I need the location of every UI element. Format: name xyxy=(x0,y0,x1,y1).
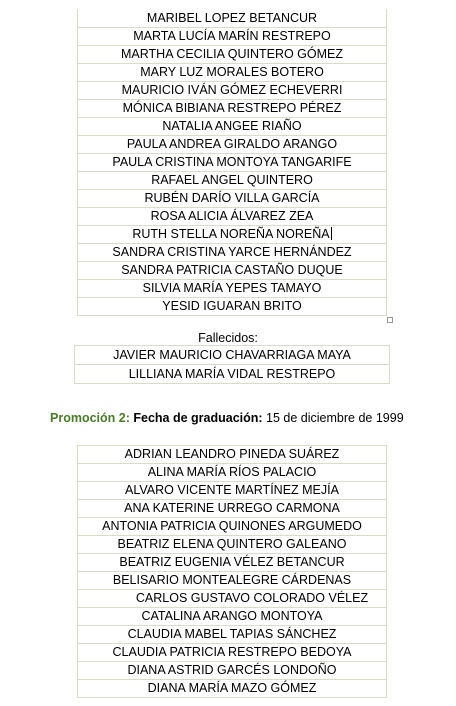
graduate-name[interactable]: MAURICIO IVÁN GÓMEZ ECHEVERRI xyxy=(78,82,387,100)
graduate-name[interactable]: BEATRIZ EUGENIA VÉLEZ BETANCUR xyxy=(78,554,387,572)
table-row xyxy=(75,365,390,384)
table-row xyxy=(78,464,387,482)
graduate-name[interactable]: CLAUDIA PATRICIA RESTREPO BEDOYA xyxy=(78,644,387,662)
table-row xyxy=(78,536,387,554)
table-row xyxy=(78,680,387,698)
deceased-name[interactable]: JAVIER MAURICIO CHAVARRIAGA MAYA xyxy=(75,346,390,365)
promo2-heading xyxy=(50,410,404,426)
table-row xyxy=(78,662,387,680)
graduation-date-value: 15 de diciembre de 1999 xyxy=(266,411,404,425)
table-row xyxy=(78,626,387,644)
table-row xyxy=(78,554,387,572)
graduate-name[interactable]: YESID IGUARAN BRITO xyxy=(78,298,387,316)
table-row xyxy=(78,28,387,46)
promo2-graduates-table xyxy=(77,445,387,698)
graduate-name[interactable]: MÓNICA BIBIANA RESTREPO PÉREZ xyxy=(78,100,387,118)
graduation-date-label: Fecha de graduación: xyxy=(133,411,263,425)
table-row xyxy=(78,518,387,536)
graduate-name[interactable]: MARIBEL LOPEZ BETANCUR xyxy=(78,9,387,28)
graduate-name[interactable]: ADRIAN LEANDRO PINEDA SUÁREZ xyxy=(78,446,387,464)
table-row xyxy=(78,590,387,608)
table-row xyxy=(78,9,387,28)
table-resize-handle[interactable] xyxy=(387,317,393,323)
graduate-name[interactable]: MARTHA CECILIA QUINTERO GÓMEZ xyxy=(78,46,387,64)
deceased-name[interactable]: LILLIANA MARÍA VIDAL RESTREPO xyxy=(75,365,390,384)
graduate-name-with-cursor[interactable] xyxy=(78,226,387,244)
graduate-name[interactable]: RUBÉN DARÍO VILLA GARCÍA xyxy=(78,190,387,208)
graduate-name[interactable]: NATALIA ANGEE RIAÑO xyxy=(78,118,387,136)
graduate-name: RUTH STELLA NOREÑA NOREÑA xyxy=(132,227,330,241)
table-row xyxy=(78,64,387,82)
graduate-name[interactable]: ROSA ALICIA ÁLVAREZ ZEA xyxy=(78,208,387,226)
graduate-name[interactable]: SANDRA PATRICIA CASTAÑO DUQUE xyxy=(78,262,387,280)
table-row xyxy=(78,82,387,100)
table-row xyxy=(78,118,387,136)
table-row xyxy=(78,500,387,518)
table-row xyxy=(78,190,387,208)
table-row xyxy=(78,280,387,298)
promo1-graduates-table xyxy=(77,9,387,316)
graduate-name[interactable]: MARTA LUCÍA MARÍN RESTREPO xyxy=(78,28,387,46)
graduate-name[interactable]: BEATRIZ ELENA QUINTERO GALEANO xyxy=(78,536,387,554)
table-row xyxy=(78,136,387,154)
table-row xyxy=(78,46,387,64)
table-row xyxy=(78,208,387,226)
graduate-name[interactable]: DIANA ASTRID GARCÉS LONDOÑO xyxy=(78,662,387,680)
table-row xyxy=(78,154,387,172)
table-row xyxy=(78,572,387,590)
graduate-name[interactable]: PAULA ANDREA GIRALDO ARANGO xyxy=(78,136,387,154)
graduate-name[interactable]: BELISARIO MONTEALEGRE CÁRDENAS xyxy=(78,572,387,590)
graduate-name[interactable]: MARY LUZ MORALES BOTERO xyxy=(78,64,387,82)
graduate-name[interactable]: ANA KATERINE URREGO CARMONA xyxy=(78,500,387,518)
table-row xyxy=(78,446,387,464)
fallecidos-table xyxy=(74,345,390,384)
table-row xyxy=(78,608,387,626)
graduate-name[interactable]: ANTONIA PATRICIA QUINONES ARGUMEDO xyxy=(78,518,387,536)
graduate-name[interactable]: ALINA MARÍA RÍOS PALACIO xyxy=(78,464,387,482)
graduate-name[interactable]: SILVIA MARÍA YEPES TAMAYO xyxy=(78,280,387,298)
table-row xyxy=(75,346,390,365)
graduate-name[interactable]: SANDRA CRISTINA YARCE HERNÁNDEZ xyxy=(78,244,387,262)
graduate-name[interactable]: DIANA MARÍA MAZO GÓMEZ xyxy=(78,680,387,698)
graduate-name[interactable]: CLAUDIA MABEL TAPIAS SÁNCHEZ xyxy=(78,626,387,644)
table-row xyxy=(78,226,387,244)
graduate-name[interactable]: ALVARO VICENTE MARTÍNEZ MEJÍA xyxy=(78,482,387,500)
table-row xyxy=(78,100,387,118)
graduate-name[interactable]: RAFAEL ANGEL QUINTERO xyxy=(78,172,387,190)
table-row xyxy=(78,482,387,500)
graduate-name[interactable]: CARLOS GUSTAVO COLORADO VÉLEZ xyxy=(78,590,387,608)
table-row xyxy=(78,644,387,662)
table-row xyxy=(78,244,387,262)
text-cursor xyxy=(331,227,332,240)
table-row xyxy=(78,262,387,280)
table-row xyxy=(78,298,387,316)
fallecidos-label: Fallecidos: xyxy=(198,331,258,345)
promo2-label: Promoción 2: xyxy=(50,411,130,425)
graduate-name[interactable]: PAULA CRISTINA MONTOYA TANGARIFE xyxy=(78,154,387,172)
graduate-name[interactable]: CATALINA ARANGO MONTOYA xyxy=(78,608,387,626)
table-row xyxy=(78,172,387,190)
